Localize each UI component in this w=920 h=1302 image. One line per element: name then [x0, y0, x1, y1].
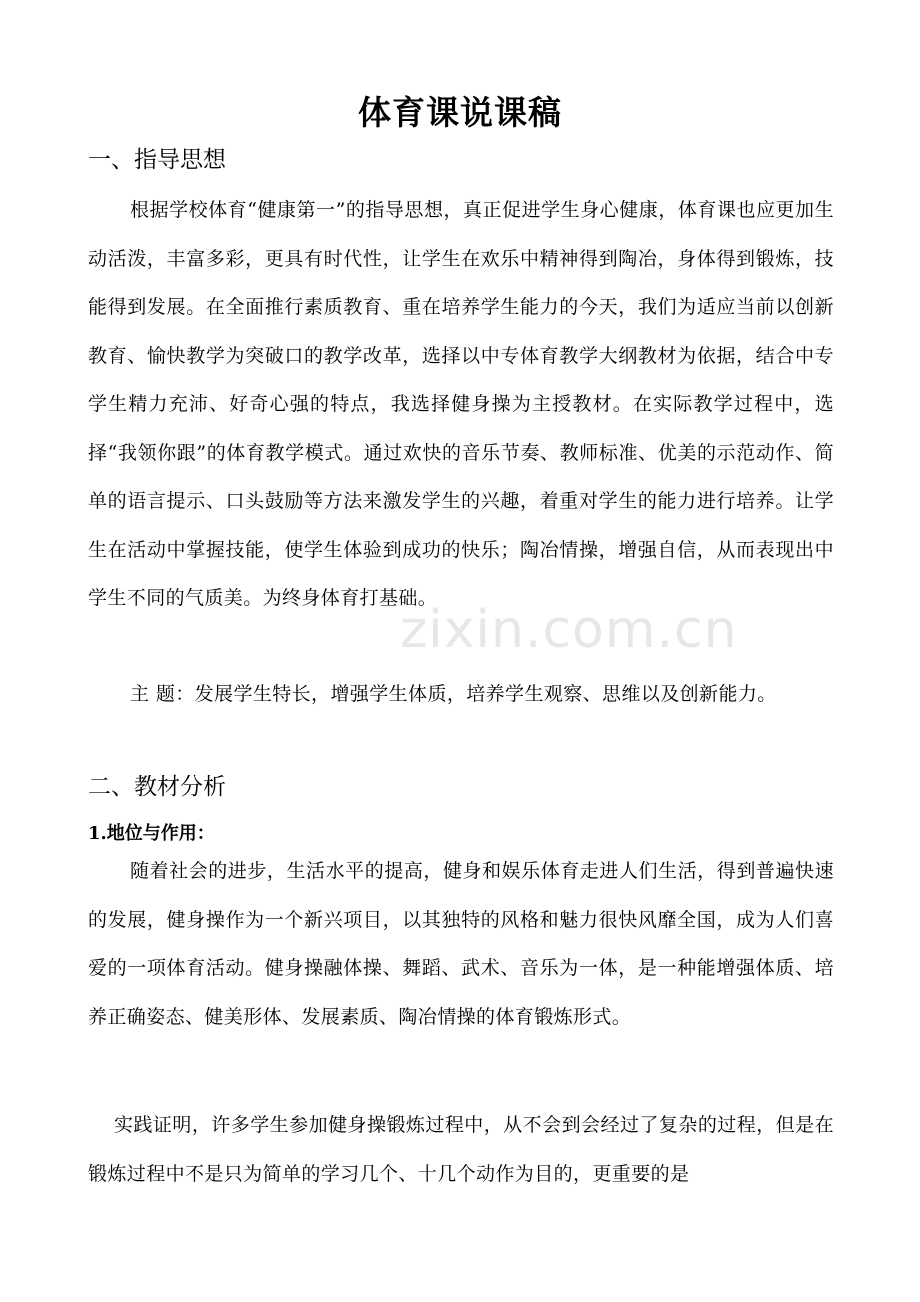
subheading-status-and-role: 1.地位与作用：: [88, 823, 215, 844]
document-title: 体育课说课稿: [358, 93, 562, 132]
paragraph-practice-proof: 实践证明，许多学生参加健身操锻炼过程中，从不会到会经过了复杂的过程，但是在锻炼过程中不是只为简单的学习几个、十几个动作为目的，更重要的是: [88, 1114, 834, 1185]
paragraph-theme: 主 题：发展学生特长，增强学生体质，培养学生观察、思维以及创新能力。: [130, 683, 777, 705]
paragraph-status-and-role: 随着社会的进步，生活水平的提高，健身和娱乐体育走进人们生活，得到普遍快速的发展，健身操作为一个新兴项目，以其独特的风格和魅力很快风靡全国，成为人们喜爱的一项体育活动。健身操融体操、舞蹈、武术、音乐为一体，是一种能增强体质、培养正确姿态、健美形体、发展素质、陶冶情操的体育锻炼形式。: [88, 860, 834, 1028]
paragraph-guiding-thought: 根据学校体育“健康第一”的指导思想，真正促进学生身心健康，体育课也应更加生动活泼，丰富多彩，更具有时代性，让学生在欢乐中精神得到陶冶，身体得到锻炼，技能得到发展。在全面推行素质教育、重在培养学生能力的今天，我们为适应当前以创新教育、愉快教学为突破口的教学改革，选择以中专体育教学大纲教材为依据，结合中专学生精力充沛、好奇心强的特点，我选择健身操为主授教材。在实际教学过程中，选择“我领你跟”的体育教学模式。通过欢快的音乐节奏、教师标准、优美的示范动作、简单的语言提示、口头鼓励等方法来激发学生的兴趣，着重对学生的能力进行培养。让学生在活动中掌握技能，使学生体验到成功的快乐；陶冶情操，增强自信，从而表现出中学生不同的气质美。为终身体育打基础。: [88, 199, 834, 609]
section-heading-guiding-thought: 一、指导思想: [88, 147, 226, 173]
section-heading-material-analysis: 二、教材分析: [88, 774, 226, 800]
watermark: zixin.com.cn: [400, 600, 738, 660]
